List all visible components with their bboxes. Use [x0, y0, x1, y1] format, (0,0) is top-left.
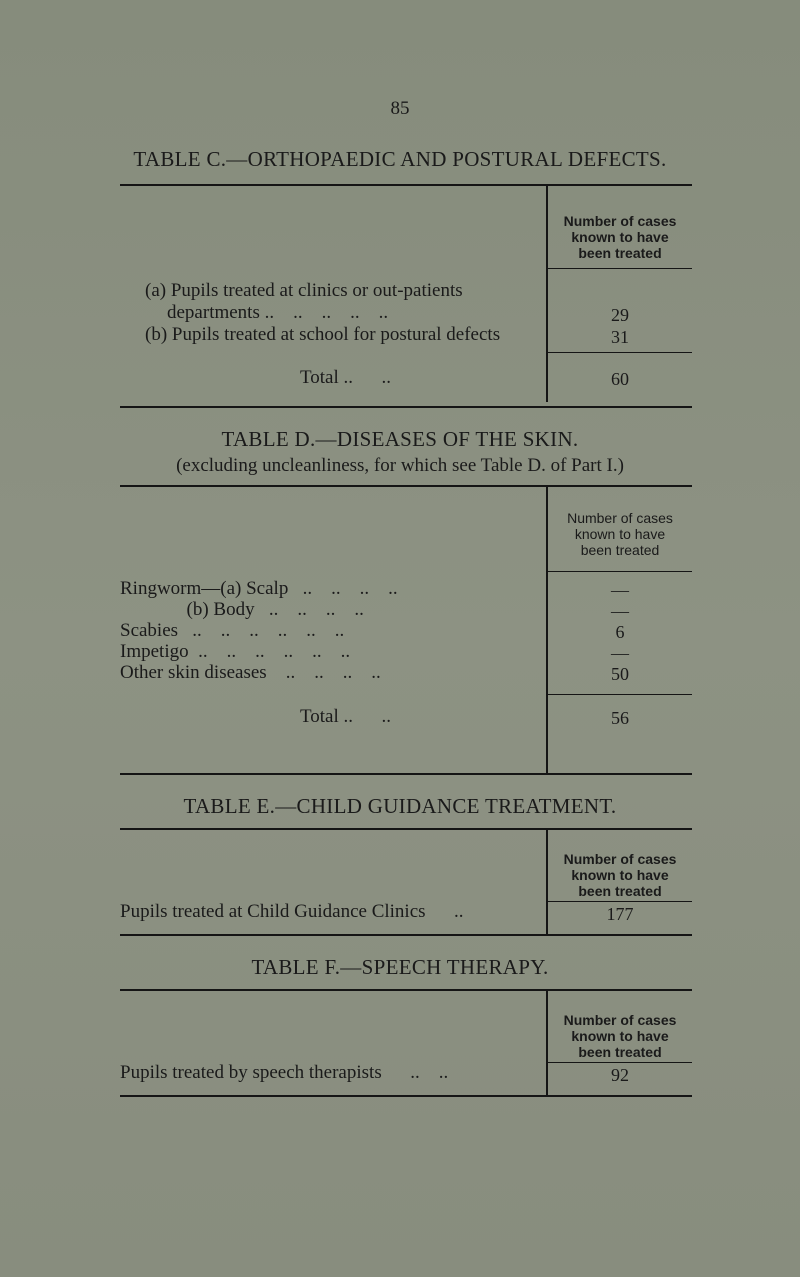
table-d-top-rule — [120, 485, 692, 487]
table-c-row-b-value: 31 — [611, 327, 629, 347]
page-number: 85 — [390, 98, 410, 119]
table-d-total-rule — [548, 694, 692, 695]
table-d-total-value: 56 — [611, 708, 629, 728]
table-d-row-value: — — [611, 643, 629, 663]
table-f-top-rule — [120, 989, 692, 991]
table-c-row-b-label: (b) Pupils treated at school for postural defects — [145, 324, 501, 345]
table-c-header-rule — [548, 268, 692, 269]
table-c-top-rule — [120, 184, 692, 186]
table-f-row-value: 92 — [611, 1065, 629, 1085]
table-d-header-rule — [548, 571, 692, 572]
table-c-column-header: Number of cases known to have been treated — [563, 213, 677, 261]
table-f-header-rule — [548, 1062, 692, 1063]
table-d-row-label: Impetigo .. .. .. .. .. .. — [120, 641, 351, 662]
table-d-row-label: Scabies .. .. .. .. .. .. — [120, 620, 345, 641]
table-d-row-value: — — [611, 601, 629, 621]
table-c-total-label: Total .. .. — [300, 367, 392, 388]
table-f-column-header: Number of cases known to have been treated — [563, 1012, 677, 1060]
table-e-column-header: Number of cases known to have been treated — [563, 851, 677, 899]
table-c-total-value: 60 — [611, 369, 629, 389]
table-d-bottom-rule — [120, 773, 692, 775]
table-e-title: TABLE E.—CHILD GUIDANCE TREATMENT. — [183, 794, 617, 818]
table-f-bottom-rule — [120, 1095, 692, 1097]
table-f-title: TABLE F.—SPEECH THERAPY. — [251, 955, 549, 979]
table-d-row-value: 6 — [615, 622, 625, 642]
table-d-subtitle: (excluding uncleanliness, for which see Table D. of Part I.) — [176, 455, 624, 476]
table-e-row-value: 177 — [606, 904, 634, 924]
table-d-row-label: Other skin diseases .. .. .. .. — [120, 662, 381, 683]
table-d-row-value: — — [611, 580, 629, 600]
table-c-total-rule — [548, 352, 692, 353]
table-c-title: TABLE C.—ORTHOPAEDIC AND POSTURAL DEFECTS. — [133, 147, 667, 171]
table-c-row-a-value: 29 — [611, 305, 629, 325]
table-e-bottom-rule — [120, 934, 692, 936]
table-f-row-label: Pupils treated by speech therapists .. .. — [120, 1062, 449, 1083]
table-d-total-label: Total .. .. — [300, 706, 392, 727]
table-d-title: TABLE D.—DISEASES OF THE SKIN. — [221, 427, 579, 451]
table-e-top-rule — [120, 828, 692, 830]
table-d-column-header: Number of cases known to have been treated — [567, 510, 673, 558]
table-c-row-a-line1: (a) Pupils treated at clinics or out-patients — [145, 280, 463, 301]
table-c-bottom-rule — [120, 406, 692, 408]
table-d-row-label: (b) Body .. .. .. .. — [120, 599, 364, 620]
table-d-row-label: Ringworm—(a) Scalp .. .. .. .. — [120, 578, 398, 599]
table-c-row-a-line2: departments .. .. .. .. .. — [167, 302, 389, 323]
table-e-row-label: Pupils treated at Child Guidance Clinics .. — [120, 901, 464, 922]
table-e-header-rule — [548, 901, 692, 902]
table-d-row-value: 50 — [611, 664, 629, 684]
